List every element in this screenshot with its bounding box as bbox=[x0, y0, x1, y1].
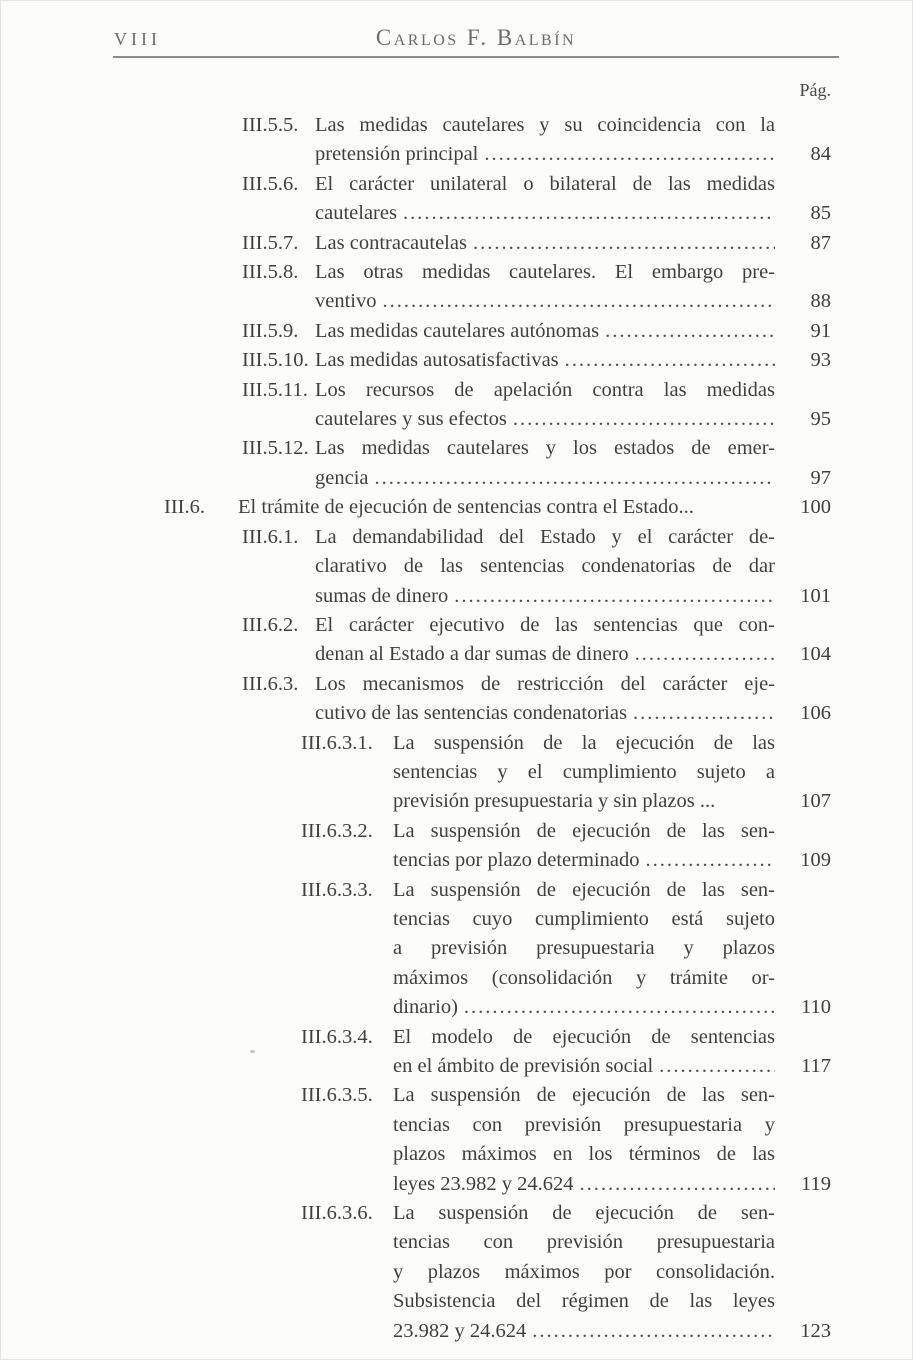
toc-entry-lastline bbox=[393, 993, 775, 1022]
toc-entry-number: III.5.12. bbox=[242, 437, 309, 460]
toc-entry-line: El trámite de ejecución de sentencias contra el Estado... bbox=[238, 496, 694, 519]
header-rule bbox=[113, 56, 839, 58]
toc-entry bbox=[301, 876, 831, 1023]
toc-entry-number: III.5.9. bbox=[242, 319, 299, 342]
toc-entry bbox=[242, 523, 831, 611]
page-folio: VIII bbox=[114, 29, 161, 49]
toc-entry-line: denan al Estado a dar sumas de dinero bbox=[315, 643, 629, 666]
toc-leader-dots bbox=[633, 699, 775, 728]
toc-page-number: 110 bbox=[801, 996, 831, 1019]
toc-entry-line: Los recursos de apelación contra las medidas bbox=[315, 378, 775, 401]
toc-entry bbox=[301, 1023, 831, 1082]
toc-entry-lastline bbox=[238, 493, 775, 522]
toc-entry-line: tencias por plazo determinado bbox=[393, 849, 640, 872]
toc-entry-lastline bbox=[315, 699, 775, 728]
toc-entry-lastline bbox=[315, 640, 775, 669]
toc-entry bbox=[242, 111, 831, 170]
toc-page-number: 106 bbox=[800, 702, 831, 725]
toc-entry bbox=[301, 817, 831, 876]
toc-entry bbox=[301, 1199, 831, 1346]
toc-entry-line: tencias con previsión presupuestaria bbox=[393, 1231, 775, 1254]
toc-entry-line: en el ámbito de previsión social bbox=[393, 1055, 654, 1077]
toc-entry-lastline bbox=[393, 787, 775, 816]
toc-page-number: 85 bbox=[810, 202, 831, 225]
toc-page-number: 93 bbox=[810, 349, 831, 372]
toc-entry-text bbox=[393, 876, 775, 1023]
toc-entry-line: tencias con previsión presupuestaria y bbox=[393, 1113, 775, 1136]
toc-leader-dots bbox=[580, 1170, 776, 1199]
toc-entry-lastline bbox=[315, 405, 775, 434]
running-title: Carlos F. Balbín bbox=[375, 25, 577, 50]
toc-entry-line: La suspensión de ejecución de sen- bbox=[393, 1202, 775, 1225]
toc-entry-lastline bbox=[393, 1170, 775, 1199]
toc-entry-line: Las otras medidas cautelares. El embargo pre- bbox=[315, 261, 775, 284]
toc-page-number: 91 bbox=[810, 319, 831, 342]
toc-entry-number: III.5.11. bbox=[242, 378, 308, 401]
toc-entry-line: clarativo de las sentencias condenatorias de dar bbox=[315, 555, 775, 578]
toc-entry-text bbox=[315, 611, 775, 670]
toc-page-number: 104 bbox=[800, 643, 831, 666]
toc-entry bbox=[301, 1081, 831, 1199]
toc-leader-dots bbox=[454, 582, 775, 611]
toc-entry-line: máximos (consolidación y trámite or- bbox=[393, 966, 775, 989]
toc-leader-dots bbox=[484, 140, 775, 169]
toc-page-number: 88 bbox=[810, 290, 831, 313]
toc-entry-line: Las medidas cautelares y los estados de emer- bbox=[315, 437, 775, 460]
toc-page-number: 119 bbox=[801, 1172, 831, 1195]
toc-entry bbox=[242, 611, 831, 670]
toc-entry-line: ventivo bbox=[315, 290, 377, 313]
toc-entry-number: III.5.6. bbox=[242, 172, 299, 195]
toc-entry-number: III.6.3.5. bbox=[301, 1084, 373, 1107]
toc-page-number: 87 bbox=[810, 231, 831, 254]
toc-entry-line: dinario) bbox=[393, 996, 458, 1019]
toc-entry-number: III.6.1. bbox=[242, 525, 299, 548]
toc-entry-line: cautelares y sus efectos bbox=[315, 408, 507, 431]
toc-page-number: 95 bbox=[810, 408, 831, 431]
toc-entry-line: Las medidas cautelares autónomas bbox=[315, 319, 600, 342]
toc-entry-line: La suspensión de ejecución de las sen- bbox=[393, 1084, 775, 1107]
toc-entry-lastline bbox=[315, 199, 775, 228]
toc-entry-number: III.6.3.2. bbox=[301, 819, 373, 842]
toc-entry bbox=[242, 376, 831, 435]
toc-entry-line: sumas de dinero bbox=[315, 584, 449, 607]
toc-entry-text bbox=[393, 817, 775, 876]
toc-entry bbox=[301, 729, 831, 817]
toc-leader-dots bbox=[375, 464, 776, 493]
toc-entry-number: III.6.3.3. bbox=[301, 878, 373, 901]
toc-entry-text bbox=[315, 229, 775, 258]
toc-leader-dots bbox=[532, 1317, 775, 1346]
toc-entry-lastline bbox=[315, 346, 775, 375]
toc-leader-dots bbox=[464, 993, 775, 1022]
table-of-contents bbox=[1, 111, 913, 1346]
toc-entry-text bbox=[393, 1199, 775, 1346]
toc-entry bbox=[242, 229, 831, 258]
toc-entry-line: Las medidas cautelares y su coincidencia con la bbox=[315, 114, 775, 136]
toc-entry-number: III.5.7. bbox=[242, 231, 299, 254]
toc-entry-line: cautelares bbox=[315, 202, 397, 225]
toc-leader-dots bbox=[635, 640, 775, 669]
toc-entry-number: III.6.3.6. bbox=[301, 1202, 373, 1225]
toc-entry-text bbox=[315, 258, 775, 317]
toc-entry-lastline bbox=[315, 229, 775, 258]
toc-entry bbox=[242, 346, 831, 375]
toc-page-number: 123 bbox=[800, 1319, 831, 1342]
toc-entry-lastline bbox=[393, 846, 775, 875]
toc-entry-text bbox=[315, 434, 775, 493]
toc-entry-lastline bbox=[315, 464, 775, 493]
toc-entry-line: 23.982 y 24.624 bbox=[393, 1319, 527, 1342]
toc-entry-number: III.5.5. bbox=[242, 114, 299, 136]
toc-entry-line: pretensión principal bbox=[315, 143, 479, 166]
toc-entry-lastline bbox=[315, 582, 775, 611]
toc-entry-lastline bbox=[315, 317, 775, 346]
toc-entry-text bbox=[315, 111, 775, 170]
toc-entry-text bbox=[315, 376, 775, 435]
toc-entry-line: El modelo de ejecución de sentencias bbox=[393, 1025, 775, 1048]
toc-entry-line: La suspensión de ejecución de las sen- bbox=[393, 819, 775, 842]
toc-leader-dots bbox=[645, 846, 775, 875]
toc-leader-dots bbox=[383, 287, 776, 316]
toc-entry bbox=[164, 493, 831, 522]
toc-entry-number: III.6. bbox=[164, 496, 205, 519]
toc-entry-line: previsión presupuestaria y sin plazos ... bbox=[393, 790, 716, 813]
toc-entry-text bbox=[315, 346, 775, 375]
toc-leader-dots bbox=[659, 1052, 775, 1081]
toc-entry-line: Las contracautelas bbox=[315, 231, 467, 254]
toc-entry-lastline bbox=[393, 1052, 775, 1081]
toc-entry-line: y plazos máximos por consolidación. bbox=[393, 1260, 775, 1283]
toc-entry-line: El carácter unilateral o bilateral de las medidas bbox=[315, 172, 775, 195]
toc-entry-line: La demandabilidad del Estado y el carácter de- bbox=[315, 525, 775, 548]
toc-entry-text bbox=[393, 729, 775, 817]
toc-page-number: 84 bbox=[810, 143, 831, 166]
toc-entry-text bbox=[315, 170, 775, 229]
toc-page-number: 97 bbox=[810, 466, 831, 489]
toc-entry-number: III.6.3. bbox=[242, 672, 299, 695]
toc-leader-dots bbox=[403, 199, 775, 228]
toc-entry-number: III.6.3.1. bbox=[301, 731, 373, 754]
toc-entry-line: cutivo de las sentencias condenatorias bbox=[315, 702, 627, 725]
toc-page-number: 101 bbox=[800, 584, 831, 607]
toc-entry-number: III.5.10. bbox=[242, 349, 309, 372]
toc-leader-dots bbox=[513, 405, 775, 434]
toc-entry-text bbox=[393, 1023, 775, 1082]
toc-entry-line: a previsión presupuestaria y plazos bbox=[393, 937, 775, 960]
toc-entry-line: La suspensión de ejecución de las sen- bbox=[393, 878, 775, 901]
toc-entry-text bbox=[393, 1081, 775, 1199]
toc-entry-line: sentencias y el cumplimiento sujeto a bbox=[393, 760, 775, 783]
toc-entry bbox=[242, 317, 831, 346]
toc-leader-dots bbox=[565, 346, 775, 375]
toc-entry-line: La suspensión de la ejecución de las bbox=[393, 731, 775, 754]
toc-entry bbox=[242, 434, 831, 493]
toc-entry-number: III.6.3.4. bbox=[301, 1025, 373, 1048]
toc-entry-line: leyes 23.982 y 24.624 bbox=[393, 1172, 574, 1195]
toc-page-number: 107 bbox=[800, 790, 831, 813]
page-column-label: Pág. bbox=[799, 80, 831, 100]
toc-entry-line: tencias cuyo cumplimiento está sujeto bbox=[393, 907, 775, 930]
toc-entry-number: III.6.2. bbox=[242, 613, 299, 636]
toc-entry-text bbox=[315, 317, 775, 346]
toc-entry bbox=[242, 258, 831, 317]
toc-entry-line: Subsistencia del régimen de las leyes bbox=[393, 1290, 775, 1313]
toc-entry-lastline bbox=[315, 287, 775, 316]
scan-artifact-dot bbox=[250, 1050, 255, 1053]
toc-leader-dots bbox=[473, 229, 775, 258]
toc-entry-text bbox=[238, 493, 775, 522]
toc-entry-line: Las medidas autosatisfactivas bbox=[315, 349, 559, 372]
toc-page-number: 117 bbox=[801, 1055, 831, 1077]
toc-entry-line: Los mecanismos de restricción del carácter eje- bbox=[315, 672, 775, 695]
toc-entry bbox=[242, 670, 831, 729]
toc-page-number: 109 bbox=[800, 849, 831, 872]
toc-entry-line: gencia bbox=[315, 466, 369, 489]
toc-entry-number: III.5.8. bbox=[242, 261, 299, 284]
toc-entry-line: El carácter ejecutivo de las sentencias que con- bbox=[315, 613, 775, 636]
toc-entry-text bbox=[315, 670, 775, 729]
toc-entry-lastline bbox=[393, 1317, 775, 1346]
toc-leader-dots bbox=[605, 317, 775, 346]
toc-entry-line: plazos máximos en los términos de las bbox=[393, 1143, 775, 1166]
toc-entry-text bbox=[315, 523, 775, 611]
toc-entry bbox=[242, 170, 831, 229]
toc-entry-lastline bbox=[315, 140, 775, 169]
toc-page-number: 100 bbox=[800, 496, 831, 519]
